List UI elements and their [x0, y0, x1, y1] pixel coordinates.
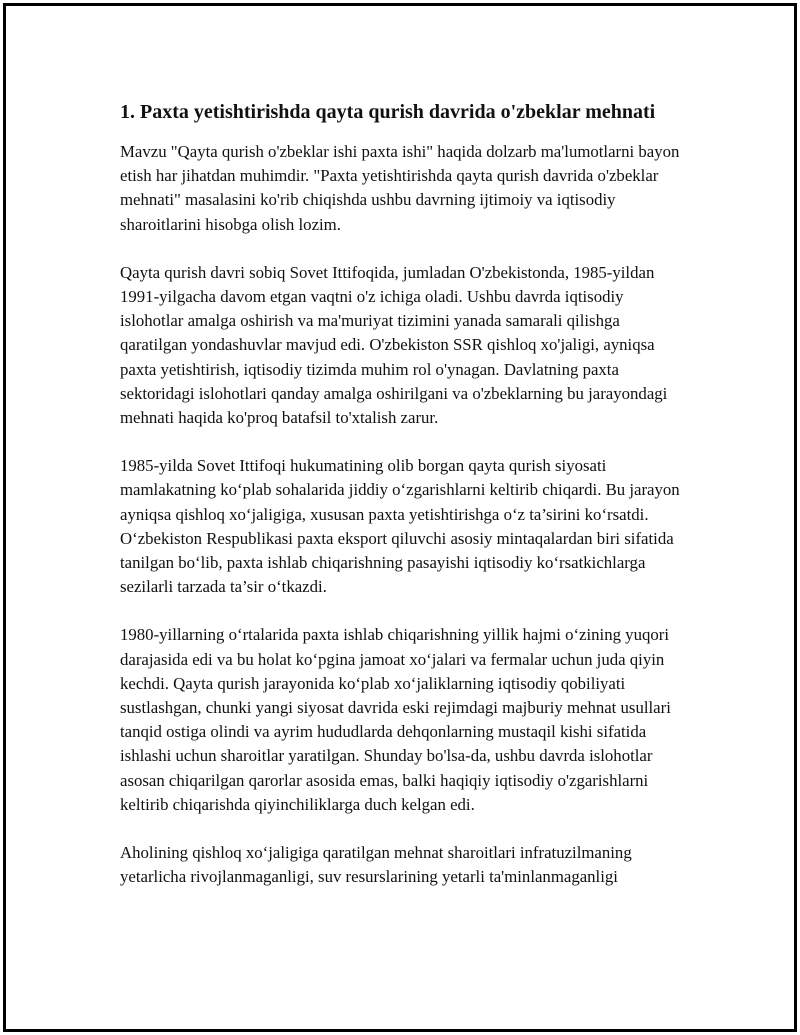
paragraph-5: Aholining qishloq xo‘jaligiga qaratilgan mehnat sharoitlari infratuzilmaning yetarlicha rivojlanmaganligi, suv resurslarining yetarli ta'minlanmaganligi — [120, 843, 632, 887]
section-heading: 1. Paxta yetishtirishda qayta qurish davrida o'zbeklar mehnati — [120, 101, 656, 123]
paragraph-4: 1980-yillarning o‘rtalarida paxta ishlab chiqarishning yillik hajmi o‘zining yuqori darajasida edi va bu holat ko‘pgina jamoat xo‘jalari va fermalar uchun juda qiyin kechdi. Qayta qurish jarayonida ko‘plab xo‘jaliklarning iqtisodiy qobiliyati sustlashgan, chunki yangi siyosat davrida eski rejimdagi majburiy mehnat usullari tanqid ostiga olindi va ayrim hududlarda dehqonlarning mustaqil kishi sifatida ishlashi uchun sharoitlar yaratilgan. Shunday bo'lsa-da, ushbu davrda islohotlar asosan chiqarilgan qarorlar asosida emas, balki haqiqiy iqtisodiy o'zgarishlarni keltirib chiqarishda qiyinchiliklarga duch kelgan edi. — [120, 625, 671, 814]
paragraph-3: 1985-yilda Sovet Ittifoqi hukumatining olib borgan qayta qurish siyosati mamlakatning ko‘plab sohalarida jiddiy o‘zgarishlarni keltirib chiqardi. Bu jarayon ayniqsa qishloq xo‘jaligiga, xususan paxta yetishtirishga o‘z ta’sirini ko‘rsatdi. O‘zbekiston Respublikasi paxta eksport qiluvchi asosiy mintaqalardan biri sifatida tanilgan bo‘lib, paxta ishlab chiqarishning pasayishi iqtisodiy ko‘rsatkichlarga sezilarli tarzada ta’sir o‘tkazdi. — [120, 456, 680, 597]
paragraph-1: Mavzu "Qayta qurish o'zbeklar ishi paxta ishi" haqida dolzarb ma'lumotlarni bayon etish har jihatdan muhimdir. "Paxta yetishtirishda qayta qurish davrida o'zbeklar mehnati" masalasini ko'rib chiqishda ushbu davrning ijtimoiy va iqtisodiy sharoitlarini hisobga olish lozim. — [120, 142, 680, 234]
paragraph-2: Qayta qurish davri sobiq Sovet Ittifoqida, jumladan O'zbekistonda, 1985-yildan 1991-yilgacha davom etgan vaqtni o'z ichiga oladi. Ushbu davrda iqtisodiy islohotlar amalga oshirish va ma'muriyat tizimini yanada samarali qilishga qaratilgan yondashuvlar mavjud edi. O'zbekiston SSR qishloq xo'jaligi, ayniqsa paxta yetishtirish, iqtisodiy tizimda muhim rol o'ynagan. Davlatning paxta sektoridagi islohotlari qanday amalga oshirilgani va o'zbeklarning bu jarayondagi mehnati haqida ko'proq batafsil to'xtalish zarur. — [120, 262, 668, 428]
page-frame — [3, 3, 797, 1032]
document-body — [120, 98, 686, 913]
